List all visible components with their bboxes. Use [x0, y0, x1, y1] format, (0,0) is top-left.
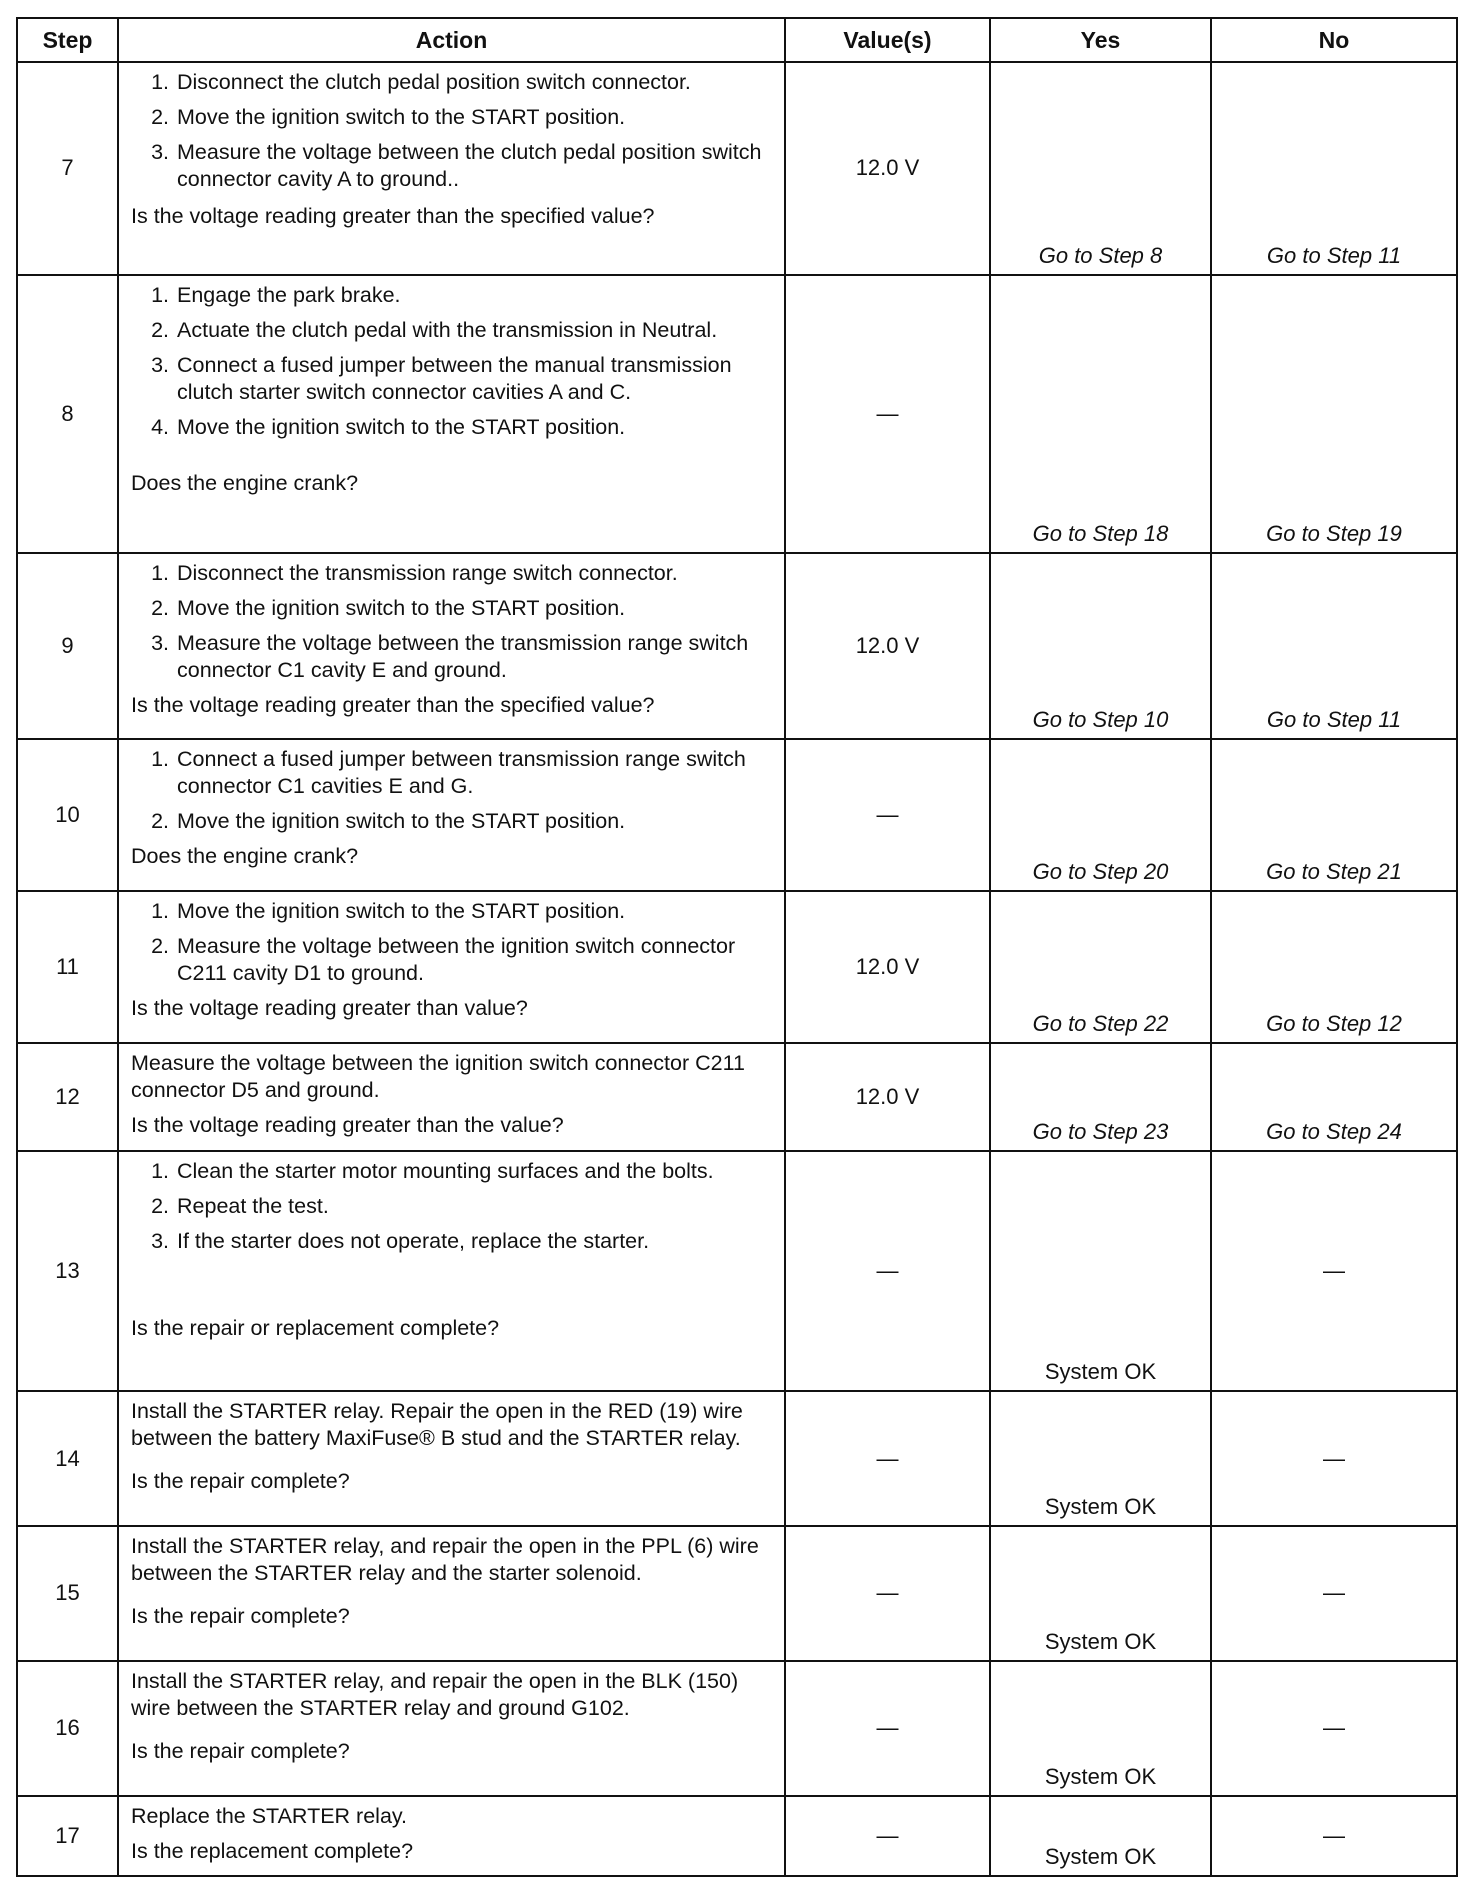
value-cell: 12.0 V — [785, 62, 990, 275]
action-question: Is the repair complete? — [131, 1738, 350, 1763]
no-cell — [1211, 739, 1457, 891]
action-steps — [131, 69, 774, 201]
action-cell — [118, 1391, 785, 1526]
action-content — [131, 560, 774, 717]
action-step-number: 3. — [151, 140, 169, 164]
value-cell: — — [785, 1661, 990, 1796]
action-step-number: 1. — [151, 70, 169, 94]
action-step — [131, 898, 774, 925]
action-step-number: 1. — [151, 1158, 169, 1183]
no-cell — [1211, 62, 1457, 275]
action-step — [131, 746, 774, 800]
action-text: Replace the STARTER relay. — [131, 1803, 408, 1828]
value-cell: — — [785, 275, 990, 553]
action-question: Does the engine crank? — [131, 470, 359, 495]
action-step — [131, 1193, 774, 1220]
diagnostic-table — [16, 17, 1458, 1877]
yes-result: Go to Step 10 — [1032, 706, 1169, 732]
action-content — [131, 1398, 774, 1495]
action-question: Is the repair complete? — [131, 1604, 350, 1629]
action-step-number: 2. — [151, 933, 169, 958]
yes-cell — [990, 1526, 1211, 1661]
action-step-text: Clean the starter motor mounting surfaces and the bolts. — [177, 1158, 714, 1183]
action-steps — [131, 898, 774, 995]
action-step-text: Engage the park brake. — [177, 282, 401, 307]
action-step-text: Move the ignition switch to the START position. — [177, 105, 626, 129]
table-row — [17, 1796, 1457, 1876]
table-row — [17, 891, 1457, 1043]
yes-result: Go to Step 18 — [1032, 520, 1169, 546]
action-step-text: If the starter does not operate, replace the starter. — [177, 1228, 650, 1253]
action-step — [131, 1228, 774, 1255]
action-step — [131, 317, 774, 344]
step-number: 15 — [17, 1526, 118, 1661]
step-number: 9 — [17, 553, 118, 739]
diagnostic-sheet — [16, 17, 1456, 1877]
table-row — [17, 553, 1457, 739]
table-row — [17, 275, 1457, 553]
action-cell — [118, 739, 785, 891]
action-steps — [131, 1158, 774, 1263]
action-step-number: 1. — [151, 898, 169, 923]
no-cell — [1211, 1796, 1457, 1876]
action-step — [131, 1158, 774, 1185]
table-row — [17, 62, 1457, 275]
action-steps — [131, 282, 774, 449]
value-cell: — — [785, 1391, 990, 1526]
action-step-number: 4. — [151, 414, 169, 439]
yes-result: System OK — [1044, 1844, 1157, 1869]
action-steps — [131, 560, 774, 692]
yes-cell — [990, 1796, 1211, 1876]
action-cell — [118, 1043, 785, 1151]
action-step-text: Actuate the clutch pedal with the transmission in Neutral. — [177, 317, 718, 342]
action-step-text: Measure the voltage between the clutch pedal position switch connector cavity A to ground.. — [177, 140, 762, 191]
action-step — [131, 104, 774, 131]
action-question: Is the replacement complete? — [131, 1838, 414, 1863]
action-step — [131, 808, 774, 835]
action-step-number: 3. — [151, 352, 169, 377]
action-step-text: Disconnect the transmission range switch connector. — [177, 560, 678, 585]
no-cell — [1211, 1661, 1457, 1796]
action-step — [131, 282, 774, 309]
value-cell: — — [785, 1151, 990, 1392]
yes-cell — [990, 1661, 1211, 1796]
action-step — [131, 630, 774, 684]
yes-cell — [990, 1391, 1211, 1526]
yes-cell — [990, 1151, 1211, 1392]
no-result: Go to Step 24 — [1266, 1118, 1402, 1144]
table-row — [17, 1391, 1457, 1526]
action-step-number: 1. — [151, 560, 169, 585]
action-step-text: Connect a fused jumper between the manual transmission clutch starter switch connector cavities A and C. — [177, 352, 732, 404]
action-cell — [118, 553, 785, 739]
action-text: Measure the voltage between the ignition switch connector C211 connector D5 and ground. — [131, 1050, 745, 1102]
value-cell: — — [785, 1526, 990, 1661]
yes-result: Go to Step 23 — [1032, 1118, 1169, 1144]
yes-cell — [990, 553, 1211, 739]
action-step — [131, 69, 774, 96]
step-number: 13 — [17, 1151, 118, 1392]
action-step-text: Repeat the test. — [177, 1193, 329, 1218]
table-body — [17, 62, 1457, 1876]
header-values: Value(s) — [785, 18, 990, 62]
step-number: 11 — [17, 891, 118, 1043]
action-cell — [118, 62, 785, 275]
action-content — [131, 1803, 774, 1863]
action-step-number: 1. — [151, 746, 169, 771]
action-steps — [131, 746, 774, 843]
action-text: Install the STARTER relay. Repair the open in the RED (19) wire between the battery MaxiFuse® B stud and the STARTER relay. — [131, 1399, 743, 1451]
no-result: Go to Step 19 — [1266, 520, 1402, 546]
action-step-number: 1. — [151, 282, 169, 307]
yes-result: Go to Step 20 — [1032, 858, 1169, 884]
no-result: Go to Step 11 — [1266, 706, 1402, 732]
no-result: — — [1323, 1580, 1345, 1606]
yes-result: System OK — [1044, 1628, 1157, 1654]
value-cell: — — [785, 1796, 990, 1876]
action-content — [131, 746, 774, 868]
no-result: Go to Step 11 — [1266, 242, 1402, 268]
action-content — [131, 898, 774, 1020]
table-row — [17, 1151, 1457, 1392]
no-cell — [1211, 1391, 1457, 1526]
yes-cell — [990, 891, 1211, 1043]
action-step-text: Move the ignition switch to the START position. — [177, 595, 626, 620]
action-cell — [118, 1796, 785, 1876]
action-step — [131, 139, 774, 193]
no-result: — — [1323, 1257, 1345, 1283]
value-cell: 12.0 V — [785, 553, 990, 739]
yes-cell — [990, 62, 1211, 275]
action-question: Is the voltage reading greater than the value? — [131, 1112, 564, 1137]
header-no: No — [1211, 18, 1457, 62]
step-number: 17 — [17, 1796, 118, 1876]
table-row — [17, 739, 1457, 891]
action-step-text: Move the ignition switch to the START position. — [177, 414, 626, 439]
yes-result: Go to Step 8 — [1038, 242, 1163, 268]
table-row — [17, 1043, 1457, 1151]
no-cell — [1211, 891, 1457, 1043]
yes-result: System OK — [1044, 1359, 1157, 1385]
step-number: 14 — [17, 1391, 118, 1526]
action-step-number: 2. — [151, 317, 169, 342]
action-step-text: Move the ignition switch to the START position. — [177, 808, 626, 833]
value-cell: 12.0 V — [785, 1043, 990, 1151]
no-cell — [1211, 275, 1457, 553]
action-step — [131, 414, 774, 441]
no-cell — [1211, 1151, 1457, 1392]
action-question: Does the engine crank? — [131, 843, 359, 868]
action-question: Is the voltage reading greater than value? — [131, 995, 528, 1020]
step-number: 12 — [17, 1043, 118, 1151]
action-content — [131, 1158, 774, 1342]
no-result: — — [1323, 1715, 1345, 1741]
action-question: Is the repair or replacement complete? — [131, 1315, 500, 1340]
yes-cell — [990, 275, 1211, 553]
action-question: Is the voltage reading greater than the specified value? — [131, 692, 655, 717]
action-question: Is the voltage reading greater than the specified value? — [131, 204, 655, 228]
action-step-text: Disconnect the clutch pedal position switch connector. — [177, 70, 691, 94]
table-row — [17, 1526, 1457, 1661]
header-row — [17, 18, 1457, 62]
action-step-number: 2. — [151, 105, 169, 129]
step-number: 7 — [17, 62, 118, 275]
action-cell — [118, 1151, 785, 1392]
action-text: Install the STARTER relay, and repair the open in the PPL (6) wire between the STARTER relay and the starter solenoid. — [131, 1534, 759, 1586]
no-cell — [1211, 1526, 1457, 1661]
action-content — [131, 1668, 774, 1765]
action-content — [131, 69, 774, 230]
action-cell — [118, 1661, 785, 1796]
header-step: Step — [17, 18, 118, 62]
action-step-number: 3. — [151, 1228, 169, 1253]
yes-cell — [990, 1043, 1211, 1151]
action-step-text: Connect a fused jumper between transmission range switch connector C1 cavities E and G. — [177, 746, 746, 798]
action-step-text: Measure the voltage between the transmission range switch connector C1 cavity E and ground. — [177, 630, 749, 682]
action-step — [131, 595, 774, 622]
action-step — [131, 560, 774, 587]
yes-cell — [990, 739, 1211, 891]
table-row — [17, 1661, 1457, 1796]
action-step-text: Move the ignition switch to the START position. — [177, 898, 626, 923]
action-content — [131, 1533, 774, 1630]
step-number: 10 — [17, 739, 118, 891]
yes-result: System OK — [1044, 1494, 1157, 1520]
action-cell — [118, 891, 785, 1043]
header-action: Action — [118, 18, 785, 62]
action-step-number: 3. — [151, 630, 169, 655]
yes-result: System OK — [1044, 1763, 1157, 1789]
action-step — [131, 352, 774, 406]
action-cell — [118, 1526, 785, 1661]
action-text: Install the STARTER relay, and repair the open in the BLK (150) wire between the STARTER relay and ground G102. — [131, 1668, 739, 1720]
no-result: Go to Step 21 — [1266, 858, 1402, 884]
no-cell — [1211, 1043, 1457, 1151]
action-content — [131, 282, 774, 497]
action-step-number: 2. — [151, 595, 169, 620]
action-cell — [118, 275, 785, 553]
no-result: Go to Step 12 — [1266, 1010, 1402, 1036]
no-result: — — [1323, 1445, 1345, 1471]
action-content — [131, 1050, 774, 1137]
value-cell: 12.0 V — [785, 891, 990, 1043]
yes-result: Go to Step 22 — [1032, 1010, 1169, 1036]
action-step-number: 2. — [151, 1193, 169, 1218]
action-step-text: Measure the voltage between the ignition switch connector C211 cavity D1 to ground. — [177, 933, 736, 985]
action-step-number: 2. — [151, 808, 169, 833]
step-number: 16 — [17, 1661, 118, 1796]
no-cell — [1211, 553, 1457, 739]
value-cell: — — [785, 739, 990, 891]
step-number: 8 — [17, 275, 118, 553]
action-question: Is the repair complete? — [131, 1469, 350, 1494]
action-step — [131, 933, 774, 987]
no-result: — — [1323, 1822, 1345, 1848]
header-yes: Yes — [990, 18, 1211, 62]
